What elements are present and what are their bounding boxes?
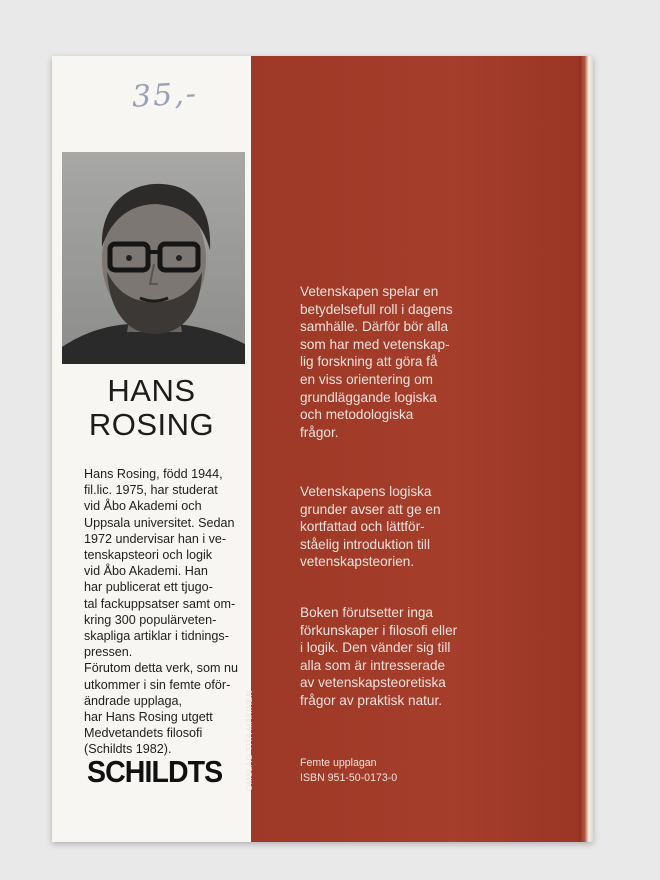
- author-last-name: ROSING: [88, 407, 215, 442]
- bio-line: ändrade upplaga,: [84, 693, 183, 708]
- blurb-line: frågor av praktisk natur.: [300, 692, 443, 708]
- bio-line: skapliga artiklar i tidnings-: [84, 629, 229, 644]
- blurb-line: betydelsefull roll i dagens: [300, 301, 453, 317]
- bio-line: har Hans Rosing utgett: [84, 710, 213, 725]
- blurb-line: grundläggande logiska: [300, 389, 437, 405]
- blurb-line: grunder avser att ge en: [300, 501, 441, 517]
- blurb-paragraph-3: [300, 604, 490, 710]
- blurb-line: ståelig introduktion till: [300, 536, 430, 552]
- bio-line: (Schildts 1982).: [84, 742, 172, 757]
- blurb-line: som har med vetenskap-: [300, 336, 450, 352]
- bio-line: Förutom detta verk, som nu: [84, 661, 238, 676]
- publisher-logo: SCHILDTS: [87, 754, 223, 789]
- author-portrait-icon: [62, 152, 245, 364]
- bio-line: Medvetandets filosofi: [84, 726, 203, 741]
- bio-line: kring 300 populärveten-: [84, 612, 217, 627]
- bio-line: vid Åbo Akademi. Han: [84, 564, 208, 579]
- blurb-line: kortfattad och lättför-: [300, 519, 425, 535]
- bio-line: har publicerat ett tjugo-: [84, 580, 213, 595]
- book-back-cover: [52, 56, 593, 842]
- blurb-line: av vetenskapsteoretiska: [300, 675, 446, 691]
- blurb-line: och metodologiska: [300, 407, 414, 423]
- book-spine-edge: [579, 56, 593, 842]
- blurb-line: vetenskapsteorien.: [300, 554, 415, 570]
- bio-line: tenskapsteori och logik: [84, 548, 213, 563]
- author-first-name: HANS: [107, 373, 196, 408]
- blurb-line: lig forskning att göra få: [300, 354, 438, 370]
- bio-line: fil.lic. 1975, har studerat: [84, 483, 218, 498]
- blurb-line: i logik. Den vänder sig till: [300, 640, 451, 656]
- edition-label: Femte upplagan: [300, 757, 377, 769]
- blurb-line: Vetenskapens logiska: [300, 484, 432, 499]
- bio-line: Uppsala universitet. Sedan: [84, 515, 235, 530]
- bio-line: 1972 undervisar han i ve-: [84, 531, 227, 546]
- blurb-line: frågor.: [300, 424, 339, 440]
- author-photo: [62, 152, 245, 364]
- red-panel: [251, 56, 593, 842]
- bio-line: vid Åbo Akademi och: [84, 499, 202, 514]
- isbn-label: ISBN 951-50-0173-0: [300, 771, 398, 784]
- blurb-line: Boken förutsetter inga: [300, 605, 433, 620]
- blurb-line: Vetenskapen spelar en: [300, 284, 439, 299]
- blurb-paragraph-1: [300, 283, 490, 441]
- handwritten-price: 35,-: [131, 76, 199, 115]
- author-bio: [84, 466, 254, 758]
- blurb-paragraph-2: [300, 483, 490, 571]
- white-panel: [52, 56, 251, 842]
- bio-line: utkommer i sin femte oför-: [84, 677, 231, 692]
- bio-line: Hans Rosing, född 1944,: [84, 467, 223, 481]
- blurb-line: en viss orientering om: [300, 371, 433, 387]
- blurb-line: samhälle. Därför bör alla: [300, 319, 449, 335]
- blurb-line: förkunskaper i filosofi eller: [300, 622, 458, 638]
- bio-line: pressen.: [84, 645, 133, 660]
- blurb-line: alla som är intresserade: [300, 657, 446, 673]
- edition-info: [300, 756, 397, 785]
- cover-credit: OMSLAG TITA MÄKINEN: [245, 690, 254, 791]
- bio-line: tal fackuppsatser samt om-: [84, 596, 236, 611]
